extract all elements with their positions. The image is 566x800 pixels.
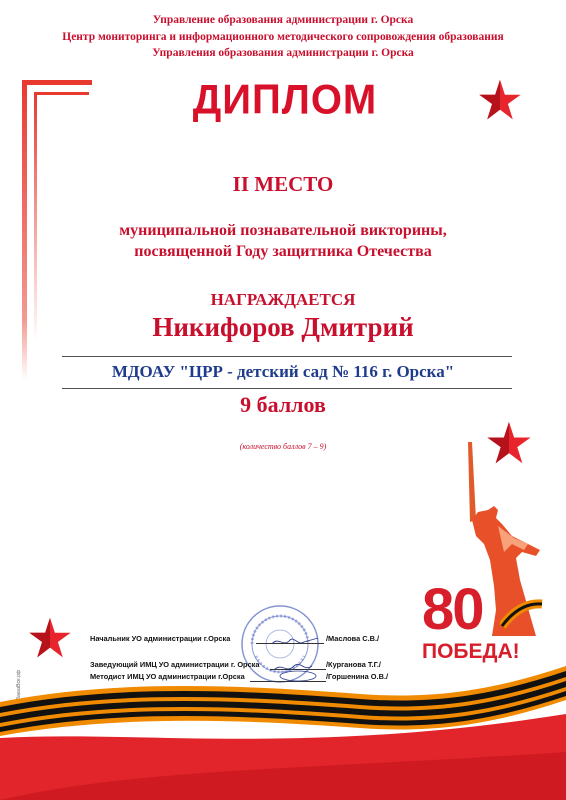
emblem-number: 80 [422, 577, 483, 642]
awarded-label: НАГРАЖДАЕТСЯ [210, 290, 356, 309]
signature-position-2: Заведующий ИМЦ УО администрации г. Орска [90, 660, 260, 669]
star-icon [478, 78, 522, 122]
ribbon-icon [500, 598, 544, 632]
organization-name: МДОАУ "ЦРР - детский сад № 116 г. Орска" [111, 362, 455, 381]
score-value: 9 баллов [240, 392, 326, 417]
place-label: II МЕСТО [232, 172, 334, 196]
fine-print: ЗаказВсе.рф [16, 669, 22, 700]
emblem-word: ПОБЕДА! [422, 640, 520, 663]
header-line-1: Управление образования администрации г. Орска [152, 14, 414, 26]
divider-line [62, 356, 512, 357]
signature-position-3: Методист ИМЦ УО администрации г.Орска [90, 672, 245, 681]
score-note: (количество баллов 7 – 9) [239, 442, 327, 451]
divider-line [62, 388, 512, 389]
signature-name-3: /Горшенина О.В./ [326, 672, 389, 681]
signature-name-2: /Курганова Т.Г./ [326, 660, 381, 669]
signature-name-1: /Маслова С.В./ [326, 634, 380, 643]
st-george-ribbon [0, 660, 566, 800]
competition-line-2: посвященной Году защитника Отечества [134, 243, 432, 260]
header-line-3: Управления образования администрации г. Орска [152, 47, 414, 59]
competition-line-1: муниципальной познавательной викторины, [119, 222, 447, 239]
star-icon [28, 616, 72, 660]
header-line-2: Центр мониторинга и информационного методического сопровождения образования [62, 31, 504, 43]
diploma-title: ДИПЛОМ [192, 76, 378, 124]
signature-position-1: Начальник УО администрации г.Орска [90, 634, 231, 643]
recipient-name: Никифоров Дмитрий [152, 312, 414, 342]
